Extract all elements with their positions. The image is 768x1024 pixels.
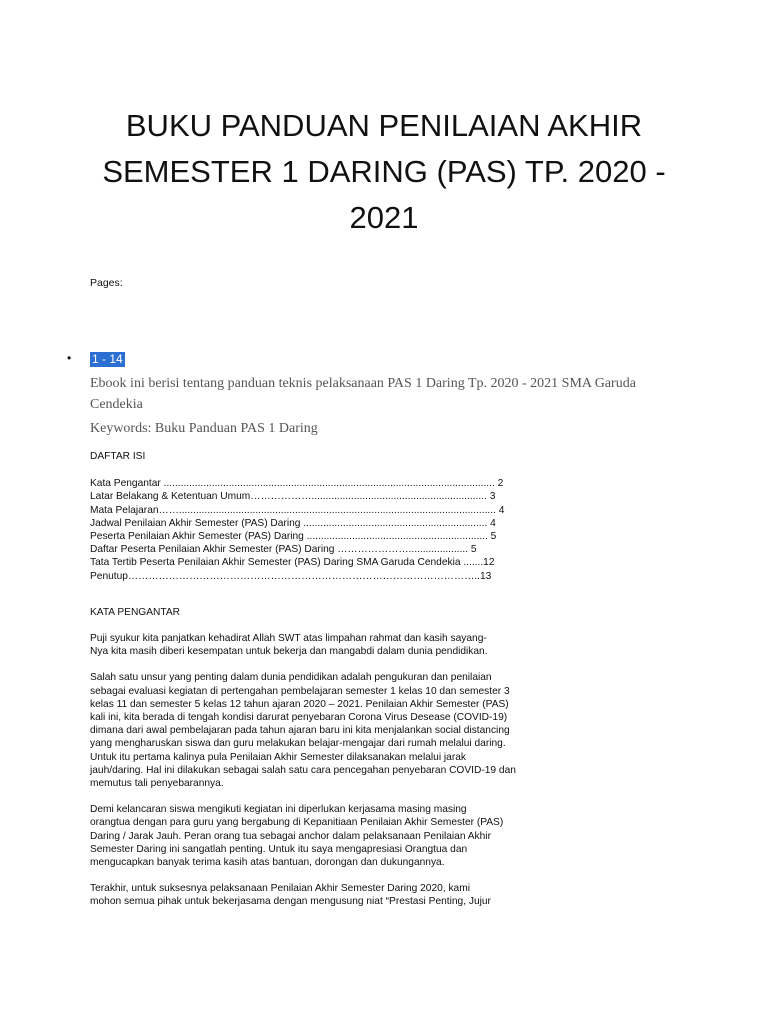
toc-entry: Daftar Peserta Penilaian Akhir Semester (PAS) Daring …………………..................... 5 <box>90 544 477 556</box>
text-line: jauh/daring. Hal ini dilakukan sebagai salah satu cara pencegahan penyebaran COVID-19 dan <box>90 764 516 776</box>
text-line: dimana dari awal pembelajaran pada tahun ajaran baru ini kita menjalankan social distancing <box>90 725 510 737</box>
text-line: orangtua dengan para guru yang bergabung di Kepanitiaan Penilaian Akhir Semester (PAS) <box>90 817 504 829</box>
preface-paragraph <box>90 882 570 908</box>
title-line: 2021 <box>349 200 419 235</box>
table-of-contents <box>90 477 570 583</box>
text-line: mohon semua pihak untuk bekerjasama dengan mengusung niat “Prestasi Penting, Jujur <box>90 896 491 908</box>
text-line: Puji syukur kita panjatkan kehadirat Allah SWT atas limpahan rahmat dan kasih sayang- <box>90 633 487 645</box>
preface-heading: KATA PENGANTAR <box>90 606 181 618</box>
text-line: kali ini, kita berada di tengah kondisi darurat penyebaran Corona Virus Desease (COVID-19) <box>90 712 508 724</box>
preface-paragraph <box>90 671 570 790</box>
toc-entry: Tata Tertib Peserta Penilaian Akhir Semester (PAS) Daring SMA Garuda Cendekia .......12 <box>90 557 495 569</box>
toc-entry: Jadwal Penilaian Akhir Semester (PAS) Daring ................................................................. 4 <box>90 517 496 529</box>
toc-entry: Mata Pelajaran……................................................................................................................ 4 <box>90 504 505 516</box>
text-line: sebagai evaluasi kegiatan di pertengahan pembelajaran semester 1 kelas 10 dan semester 3 <box>90 685 510 697</box>
text-line: Salah satu unsur yang penting dalam dunia pendidikan adalah pengukuran dan penilaian <box>90 672 492 684</box>
text-line: kelas 11 dan semester 5 kelas 12 tahun ajaran 2020 – 2021. Penilaian Akhir Semester (PAS) <box>90 698 509 710</box>
text-line: yang mengharuskan siswa dan guru melakukan belajar-mengajar dari rumah melalui daring. <box>90 738 506 750</box>
text-line: Nya kita masih diberi kesempatan untuk bekerja dan mangabdi dalam dunia pendidikan. <box>90 646 488 658</box>
page-range-link[interactable]: 1 - 14 <box>92 352 123 366</box>
toc-entry: Penutup…………………………………………………………………………………………..13 <box>90 570 492 582</box>
pages-label: Pages: <box>90 277 123 289</box>
toc-heading: DAFTAR ISI <box>90 451 146 462</box>
document-description: Ebook ini berisi tentang panduan teknis pelaksanaan PAS 1 Daring Tp. 2020 - 2021 SMA Garuda Cendekia <box>90 376 636 412</box>
text-line: mengucapkan banyak terima kasih atas bantuan, dorongan dan dukungannya. <box>90 857 445 869</box>
title-line: SEMESTER 1 DARING (PAS) TP. 2020 - <box>102 154 666 189</box>
text-line: memutus tali penyebarannya. <box>90 778 224 790</box>
toc-entry: Peserta Penilaian Akhir Semester (PAS) Daring ................................................................ 5 <box>90 531 497 543</box>
document-title <box>60 103 708 241</box>
text-line: Terakhir, untuk suksesnya pelaksanaan Penilaian Akhir Semester Daring 2020, kami <box>90 883 470 895</box>
document-body <box>90 450 570 909</box>
text-line: Daring / Jarak Jauh. Peran orang tua sebagai anchor dalam pelaksanaan Penilaian Akhir <box>90 830 491 842</box>
text-line: Demi kelancaran siswa mengikuti kegiatan ini diperlukan kerjasama masing masing <box>90 804 467 816</box>
preface-paragraph <box>90 803 570 869</box>
toc-entry: Kata Pengantar ..................................................................................................................... 2 <box>90 478 504 490</box>
text-line: Semester Daring ini sangatlah penting. Untuk itu saya mengapresiasi Orangtua dan <box>90 843 468 855</box>
text-line: Untuk itu pertama kalinya pula Penilaian Akhir Semester dilaksanakan melalui jarak <box>90 751 467 763</box>
preface-paragraph <box>90 632 570 658</box>
toc-entry: Latar Belakang & Ketentuan Umum……………….............................................................. 3 <box>90 491 496 503</box>
document-keywords: Keywords: Buku Panduan PAS 1 Daring <box>90 421 318 436</box>
bullet-icon: • <box>67 351 72 365</box>
title-line: BUKU PANDUAN PENILAIAN AKHIR <box>125 108 643 143</box>
